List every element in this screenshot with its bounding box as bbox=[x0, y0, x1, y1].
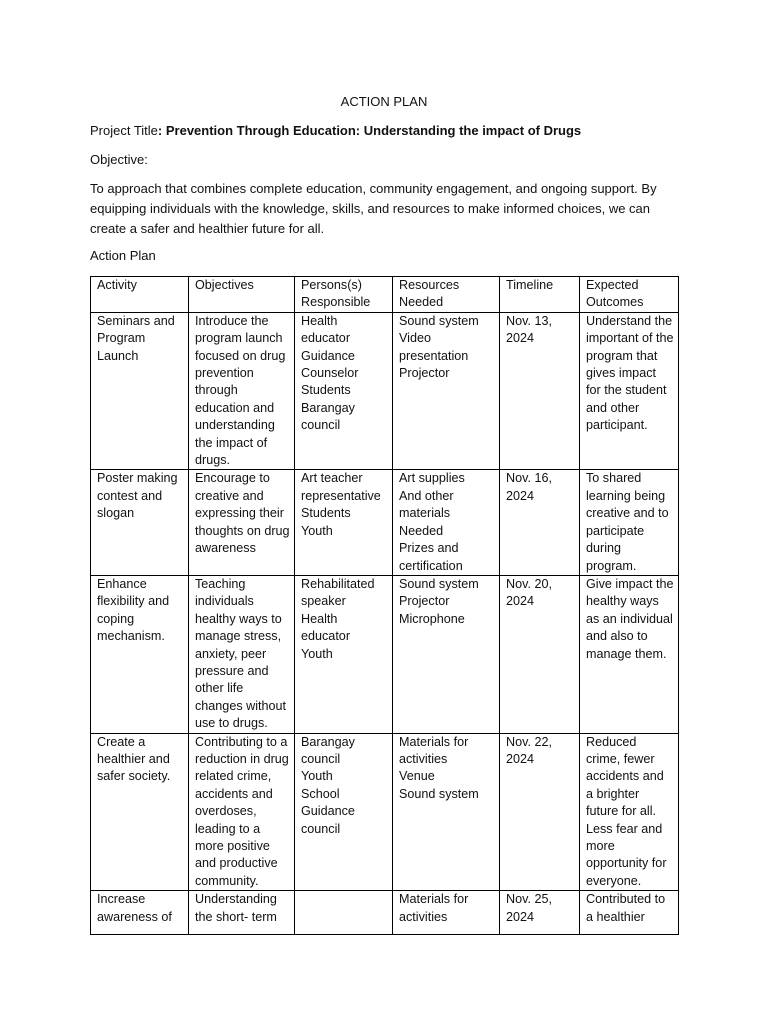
cell-resources bbox=[393, 733, 500, 891]
header-activity: Activity bbox=[91, 277, 189, 313]
cell-timeline: Nov. 20, 2024 bbox=[500, 575, 580, 733]
cell-timeline: Nov. 25, 2024 bbox=[500, 891, 580, 935]
cell-timeline: Nov. 16, 2024 bbox=[500, 470, 580, 575]
table-header-row bbox=[91, 277, 679, 313]
cell-activity: Seminars and Program Launch bbox=[91, 312, 189, 470]
cell-outcomes: Contributed to a healthier bbox=[580, 891, 679, 935]
cell-persons-item: Youth bbox=[301, 646, 333, 661]
cell-resources-item: Materials for activities bbox=[399, 892, 469, 924]
cell-resources-item: Materials for activities bbox=[399, 734, 469, 766]
cell-objectives: Encourage to creative and expressing their thoughts on drug awareness bbox=[189, 470, 295, 575]
cell-resources-item: Needed bbox=[399, 523, 444, 538]
cell-objectives: Contributing to a reduction in drug related crime, accidents and overdoses, leading to a more positive and productive community. bbox=[189, 733, 295, 891]
cell-resources-item: Prizes and certification bbox=[399, 541, 463, 573]
cell-activity: Create a healthier and safer society. bbox=[91, 733, 189, 891]
cell-persons-item: Barangay council bbox=[301, 400, 355, 433]
cell-persons bbox=[295, 733, 393, 891]
cell-persons bbox=[295, 891, 393, 935]
cell-persons-item: Students bbox=[301, 506, 351, 521]
cell-activity: Enhance flexibility and coping mechanism. bbox=[91, 575, 189, 733]
project-title-line bbox=[90, 122, 581, 140]
cell-persons-item: Health educator bbox=[301, 313, 351, 346]
table-row bbox=[91, 312, 679, 470]
cell-outcomes: To shared learning being creative and to participate during program. bbox=[580, 470, 679, 575]
cell-resources-item: Art supplies bbox=[399, 471, 465, 486]
cell-resources bbox=[393, 891, 500, 935]
cell-persons-item: Health educator bbox=[301, 611, 351, 644]
cell-resources-item: And other materials bbox=[399, 488, 454, 521]
cell-outcomes: Reduced crime, fewer accidents and a brighter future for all. Less fear and more opportunity for everyone. bbox=[580, 733, 679, 891]
cell-persons-item: Youth bbox=[301, 769, 333, 784]
cell-activity: Poster making contest and slogan bbox=[91, 470, 189, 575]
cell-persons-item: Guidance Counselor bbox=[301, 348, 359, 381]
header-timeline: Timeline bbox=[500, 277, 580, 313]
cell-resources-item: Sound system bbox=[399, 313, 479, 328]
table-row bbox=[91, 470, 679, 575]
cell-resources-item: Sound system bbox=[399, 786, 479, 801]
objective-text: To approach that combines complete education, community engagement, and ongoing support. By equipping individuals with the knowledge, skills, and resources to make informed choices, we can create a safer and healthier future for all. bbox=[90, 181, 657, 236]
header-objectives: Objectives bbox=[189, 277, 295, 313]
cell-resources bbox=[393, 312, 500, 470]
cell-outcomes: Give impact the healthy ways as an individual and also to manage them. bbox=[580, 575, 679, 733]
cell-activity: Increase awareness of bbox=[91, 891, 189, 935]
header-persons: Persons(s) Responsible bbox=[295, 277, 393, 313]
cell-objectives: Understanding the short- term bbox=[189, 891, 295, 935]
cell-timeline: Nov. 22, 2024 bbox=[500, 733, 580, 891]
project-title-value: : Prevention Through Education: Understanding the impact of Drugs bbox=[157, 123, 582, 138]
cell-persons bbox=[295, 470, 393, 575]
cell-resources-item: Video presentation bbox=[399, 331, 469, 363]
objective-label: Objective: bbox=[90, 152, 148, 167]
cell-resources bbox=[393, 470, 500, 575]
header-resources: Resources Needed bbox=[393, 277, 500, 313]
table-row bbox=[91, 891, 679, 935]
cell-persons-item: Students bbox=[301, 383, 351, 398]
cell-resources-item: Microphone bbox=[399, 611, 465, 626]
cell-objectives: Introduce the program launch focused on drug prevention through education and understanding the impact of drugs. bbox=[189, 312, 295, 470]
cell-resources-item: Sound system bbox=[399, 576, 479, 591]
cell-persons-item: School bbox=[301, 786, 340, 801]
cell-objectives: Teaching individuals healthy ways to manage stress, anxiety, peer pressure and other life changes without use to drugs. bbox=[189, 575, 295, 733]
cell-timeline: Nov. 13, 2024 bbox=[500, 312, 580, 470]
action-plan-label: Action Plan bbox=[90, 248, 156, 263]
cell-persons-item: Rehabilitated speaker bbox=[301, 576, 375, 609]
cell-persons-item: Barangay council bbox=[301, 734, 355, 766]
table-row bbox=[91, 575, 679, 733]
cell-resources-item: Projector bbox=[399, 594, 450, 609]
cell-persons-item: Guidance council bbox=[301, 804, 355, 836]
cell-persons bbox=[295, 575, 393, 733]
cell-persons-item: Art teacher representative bbox=[301, 471, 381, 503]
cell-resources-item: Venue bbox=[399, 769, 435, 784]
table-row bbox=[91, 733, 679, 891]
project-title-label: Project Title bbox=[90, 123, 158, 138]
action-plan-table bbox=[90, 276, 679, 935]
cell-persons-item: Youth bbox=[301, 523, 333, 538]
cell-resources bbox=[393, 575, 500, 733]
header-outcomes: Expected Outcomes bbox=[580, 277, 679, 313]
cell-persons bbox=[295, 312, 393, 470]
cell-resources-item: Projector bbox=[399, 366, 450, 381]
table-body bbox=[91, 312, 679, 934]
document-title: ACTION PLAN bbox=[340, 94, 428, 109]
cell-outcomes: Understand the important of the program that gives impact for the student and other participant. bbox=[580, 312, 679, 470]
